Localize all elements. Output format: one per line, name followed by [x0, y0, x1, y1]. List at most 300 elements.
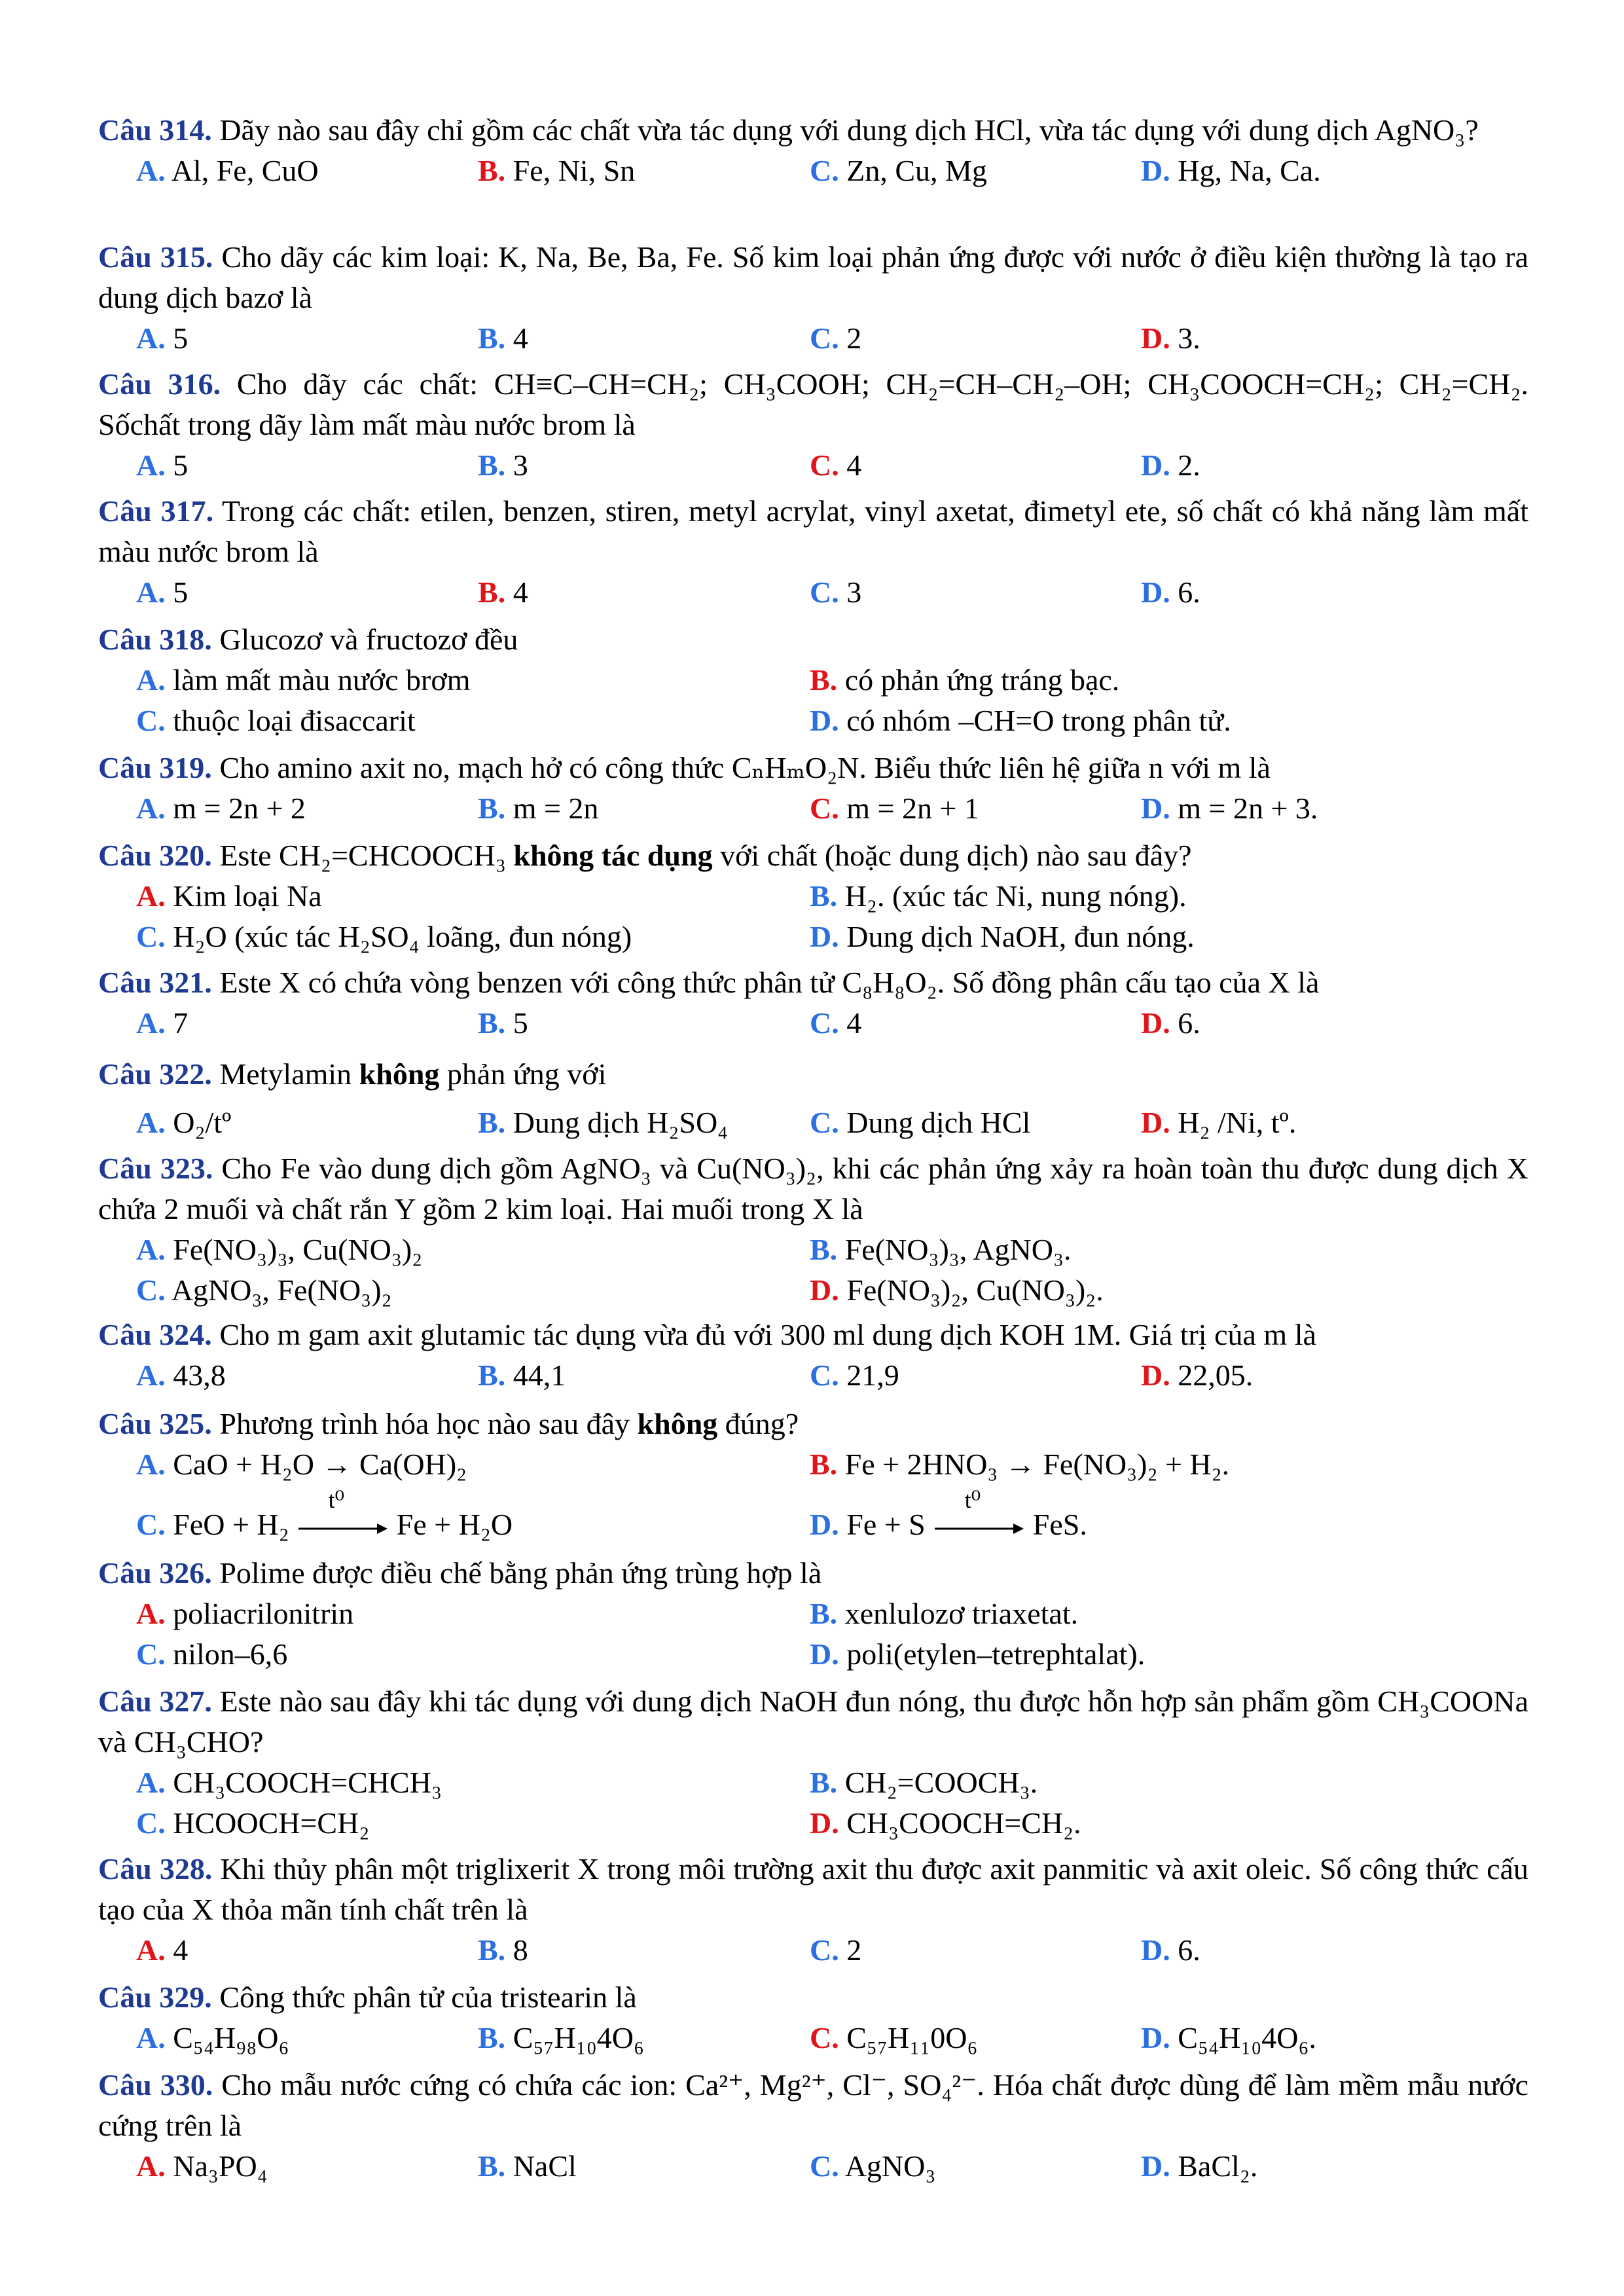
option-text: m = 2n + 3.	[1178, 792, 1318, 825]
option-letter: D.	[1141, 2149, 1170, 2183]
option-letter: C.	[136, 1508, 166, 1541]
option-text: 2	[846, 1933, 862, 1967]
option-text: Fe(NO₃)₂, Cu(NO₃)₂.	[846, 1273, 1104, 1307]
question-315	[98, 237, 1528, 359]
options-row	[98, 1270, 1528, 1311]
question-number: Câu 326.	[98, 1556, 212, 1590]
option-c	[136, 1270, 392, 1311]
options-row	[98, 572, 1528, 613]
option-text: m = 2n	[513, 792, 599, 825]
question-number: Câu 323.	[98, 1152, 213, 1185]
option-text: Fe + 2HNO₃ → Fe(NO₃)₂ + H₂.	[844, 1448, 1230, 1481]
option-text: Fe(NO₃)₃, AgNO₃.	[844, 1233, 1072, 1266]
question-number: Câu 325.	[98, 1407, 212, 1440]
option-a	[136, 660, 470, 701]
question-326	[98, 1553, 1528, 1675]
option-letter: C.	[810, 1106, 839, 1139]
option-text: C₅₇H₁₁0O₆	[846, 2021, 978, 2054]
right-arrow-icon	[297, 1514, 389, 1540]
option-text: 43,8	[173, 1358, 226, 1392]
option-d	[810, 1634, 1145, 1675]
option-letter: B.	[478, 792, 506, 825]
options-row	[98, 701, 1528, 741]
options-row	[98, 1230, 1528, 1270]
options-row	[98, 1444, 1528, 1485]
option-text: C₅₇H₁₀4O₆	[513, 2021, 644, 2054]
option-a	[136, 1230, 422, 1270]
option-c	[136, 701, 416, 741]
options-row	[98, 1803, 1528, 1844]
option-letter: A.	[136, 1358, 166, 1392]
question-text: đúng?	[717, 1407, 799, 1440]
option-text: C₅₄H₁₀4O₆.	[1178, 2021, 1317, 2054]
option-c	[136, 1487, 513, 1545]
option-text: Al, Fe, CuO	[171, 154, 319, 187]
options-row	[98, 1762, 1528, 1803]
option-text: m = 2n + 1	[846, 792, 979, 825]
equation-products: Fe + H₂O	[396, 1508, 513, 1541]
option-text: 5	[513, 1006, 528, 1040]
option-letter: C.	[810, 154, 839, 187]
question-stem	[98, 1553, 1528, 1594]
question-320	[98, 835, 1528, 957]
question-text: Polime được điều chế bằng phản ứng trùng hợp là	[219, 1556, 822, 1590]
option-text: 2	[846, 321, 862, 355]
option-b	[478, 788, 598, 829]
options-row	[98, 660, 1528, 701]
question-text: Glucozơ và fructozơ đều	[219, 623, 518, 656]
option-d	[1141, 572, 1200, 613]
option-letter: C.	[136, 1637, 166, 1671]
option-b	[478, 2018, 644, 2058]
option-text: 7	[173, 1006, 189, 1040]
question-number: Câu 315.	[98, 240, 213, 274]
option-b	[478, 1003, 528, 1044]
question-number: Câu 318.	[98, 623, 212, 656]
option-text: 5	[173, 448, 189, 482]
option-text: poli(etylen–tetrephtalat).	[846, 1637, 1146, 1671]
option-a	[136, 445, 188, 486]
option-a	[136, 1355, 226, 1396]
option-d	[1141, 788, 1318, 829]
option-c	[810, 572, 861, 613]
question-321	[98, 962, 1528, 1044]
option-letter: D.	[1141, 1358, 1170, 1392]
question-text: Cho dãy các chất: CH≡C–CH=CH₂; CH₃COOH; CH₂=CH–CH₂–OH; CH₃COOCH=CH₂; CH₂=CH₂. Sốchất trong dãy làm mất màu nước brom là	[98, 367, 1528, 441]
equation-reactants: Fe + S	[846, 1508, 926, 1541]
option-letter: C.	[810, 2021, 839, 2054]
option-text: 4	[846, 1006, 862, 1040]
options-row	[98, 1102, 1528, 1143]
question-stem	[98, 110, 1528, 151]
option-a	[136, 572, 188, 613]
option-b	[478, 1102, 728, 1143]
option-letter: B.	[810, 1233, 838, 1266]
option-a	[136, 876, 322, 917]
option-c	[810, 1003, 861, 1044]
option-letter: D.	[810, 1637, 839, 1671]
option-text: CH₃COOCH=CH₂.	[846, 1806, 1081, 1840]
option-letter: A.	[136, 1006, 166, 1040]
option-text: 8	[513, 1933, 528, 1967]
option-letter: A.	[136, 1106, 166, 1139]
option-a	[136, 2018, 289, 2058]
option-text: H₂ /Ni, tº.	[1178, 1106, 1297, 1139]
options-row	[98, 2146, 1528, 2187]
option-text: 3	[846, 575, 862, 609]
option-text: BaCl₂.	[1178, 2149, 1258, 2183]
option-text: 3.	[1178, 321, 1200, 355]
option-text: HCOOCH=CH₂	[173, 1806, 370, 1840]
question-stem	[98, 619, 1528, 660]
option-letter: D.	[810, 1273, 839, 1307]
option-text: Zn, Cu, Mg	[846, 154, 987, 187]
options-row	[98, 151, 1528, 191]
option-text: 21,9	[846, 1358, 899, 1392]
option-letter: A.	[136, 448, 166, 482]
option-text: thuộc loại đisaccarit	[173, 704, 416, 737]
option-text: 4	[846, 448, 862, 482]
option-text: 5	[173, 321, 189, 355]
question-number: Câu 317.	[98, 494, 214, 528]
equation-reactants: FeO + H₂	[173, 1508, 289, 1541]
option-text: 6.	[1178, 1933, 1200, 1967]
option-text: AgNO₃, Fe(NO₃)₂	[171, 1273, 392, 1307]
reaction-arrow	[297, 1487, 389, 1540]
option-d	[1141, 1355, 1253, 1396]
option-b	[478, 1930, 528, 1971]
option-text: O₂/tº	[173, 1106, 232, 1139]
question-emphasis: không tác dụng	[513, 839, 713, 872]
option-letter: A.	[136, 879, 166, 913]
option-text: 6.	[1178, 575, 1200, 609]
question-stem	[98, 1054, 1528, 1095]
options-row	[98, 1003, 1528, 1044]
option-letter: A.	[136, 575, 166, 609]
option-text: Dung dịch NaOH, đun nóng.	[846, 920, 1195, 953]
option-c	[136, 1634, 287, 1675]
question-314	[98, 110, 1528, 191]
option-b	[810, 1230, 1072, 1270]
option-text: Hg, Na, Ca.	[1178, 154, 1321, 187]
option-text: 4	[173, 1933, 189, 1967]
option-text: có phản ứng tráng bạc.	[844, 663, 1120, 697]
option-text: nilon–6,6	[173, 1637, 288, 1671]
option-letter: D.	[810, 1508, 839, 1541]
option-letter: B.	[478, 2149, 506, 2183]
option-text: Fe, Ni, Sn	[513, 154, 636, 187]
option-text: xenlulozơ triaxetat.	[844, 1597, 1079, 1630]
option-letter: B.	[478, 2021, 506, 2054]
question-327	[98, 1681, 1528, 1844]
option-letter: D.	[1141, 1106, 1170, 1139]
option-c	[810, 445, 861, 486]
option-letter: D.	[810, 920, 839, 953]
option-text: làm mất màu nước brơm	[173, 663, 471, 697]
option-text: Fe(NO₃)₃, Cu(NO₃)₂	[173, 1233, 423, 1266]
option-a	[136, 318, 188, 359]
question-322	[98, 1054, 1528, 1143]
option-letter: B.	[810, 1597, 838, 1630]
option-letter: B.	[810, 1448, 838, 1481]
option-letter: D.	[1141, 1006, 1170, 1040]
option-letter: C.	[136, 704, 166, 737]
question-stem	[98, 748, 1528, 788]
option-letter: C.	[810, 448, 839, 482]
option-letter: B.	[478, 321, 506, 355]
question-stem	[98, 1681, 1528, 1762]
option-letter: C.	[136, 920, 166, 953]
question-318	[98, 619, 1528, 741]
option-letter: D.	[1141, 792, 1170, 825]
option-letter: B.	[810, 879, 838, 913]
option-d	[1141, 445, 1200, 486]
question-number: Câu 321.	[98, 966, 212, 999]
option-text: 3	[513, 448, 528, 482]
option-a	[136, 2146, 268, 2187]
option-text: CH₃COOCH=CHCH₃	[173, 1766, 442, 1799]
option-c	[810, 2146, 935, 2187]
question-316	[98, 364, 1528, 486]
option-b	[810, 1762, 1038, 1803]
option-letter: D.	[1141, 2021, 1170, 2054]
option-a	[136, 1003, 188, 1044]
question-stem	[98, 1849, 1528, 1930]
option-text: m = 2n + 2	[173, 792, 306, 825]
option-letter: C.	[810, 1358, 839, 1392]
question-stem	[98, 491, 1528, 572]
option-letter: A.	[136, 1766, 166, 1799]
option-letter: B.	[810, 1766, 838, 1799]
option-letter: A.	[136, 1597, 166, 1630]
option-c	[136, 917, 632, 957]
question-number: Câu 324.	[98, 1318, 212, 1351]
option-d	[1141, 2018, 1316, 2058]
option-d	[1141, 1930, 1200, 1971]
option-text: Na₃PO₄	[173, 2149, 268, 2183]
option-text: CH₂=COOCH₃.	[844, 1766, 1038, 1799]
option-c	[136, 1803, 369, 1844]
option-text: poliacrilonitrin	[173, 1597, 354, 1630]
option-letter: C.	[810, 1933, 839, 1967]
option-d	[810, 1487, 1087, 1545]
option-letter: C.	[810, 321, 839, 355]
question-text: Metylamin	[219, 1057, 359, 1091]
question-number: Câu 327.	[98, 1685, 212, 1718]
option-d	[1141, 318, 1200, 359]
option-letter: A.	[136, 154, 166, 187]
option-c	[810, 1355, 899, 1396]
option-d	[1141, 1102, 1296, 1143]
option-letter: A.	[136, 792, 166, 825]
option-text: AgNO₃	[844, 2149, 936, 2183]
question-text: Phương trình hóa học nào sau đây	[219, 1407, 638, 1440]
options-row	[98, 2018, 1528, 2058]
question-stem	[98, 1315, 1528, 1355]
option-letter: C.	[810, 575, 839, 609]
question-329	[98, 1977, 1528, 2058]
option-b	[478, 1355, 566, 1396]
question-text: với chất (hoặc dung dịch) nào sau đây?	[712, 839, 1192, 872]
option-d	[1141, 2146, 1257, 2187]
options-row	[98, 1930, 1528, 1971]
reaction-condition: t⁰	[328, 1487, 345, 1514]
question-text: Công thức phân tử của tristearin là	[219, 1980, 637, 2014]
option-d	[810, 917, 1195, 957]
question-number: Câu 330.	[98, 2068, 213, 2102]
option-text: Kim loại Na	[173, 879, 322, 913]
option-letter: B.	[478, 575, 506, 609]
option-letter: A.	[136, 2149, 166, 2183]
option-c	[810, 788, 979, 829]
option-letter: A.	[136, 1448, 166, 1481]
equation-products: FeS.	[1032, 1508, 1087, 1541]
option-a	[136, 788, 306, 829]
option-text: H₂O (xúc tác H₂SO₄ loãng, đun nóng)	[173, 920, 632, 953]
option-d	[810, 1270, 1104, 1311]
question-text: Cho mẫu nước cứng có chứa các ion: Ca²⁺, Mg²⁺, Cl⁻, SO₄²⁻. Hóa chất được dùng để làm mềm mẫu nước cứng trên là	[98, 2068, 1528, 2142]
question-text: Trong các chất: etilen, benzen, stiren, metyl acrylat, vinyl axetat, đimetyl ete, số chất có khả năng làm mất màu nước brom là	[98, 494, 1528, 568]
option-b	[478, 445, 528, 486]
question-number: Câu 316.	[98, 367, 221, 401]
question-text: Cho m gam axit glutamic tác dụng vừa đủ với 300 ml dung dịch KOH 1M. Giá trị của m là	[219, 1318, 1316, 1351]
question-text: Khi thủy phân một triglixerit X trong môi trường axit thu được axit panmitic và axit oleic. Số công thức cấu tạo của X thỏa mãn tính chất trên là	[98, 1852, 1529, 1926]
option-letter: D.	[1141, 1933, 1170, 1967]
question-text: Cho amino axit no, mạch hở có công thức CₙHₘO₂N. Biểu thức liên hệ giữa n với m là	[219, 751, 1271, 784]
question-number: Câu 319.	[98, 751, 212, 784]
option-letter: B.	[478, 1106, 506, 1139]
question-stem	[98, 364, 1528, 445]
options-row	[98, 1355, 1528, 1396]
question-emphasis: không	[637, 1407, 718, 1440]
option-text: 22,05.	[1178, 1358, 1254, 1392]
option-b	[810, 660, 1119, 701]
question-stem	[98, 962, 1528, 1003]
option-letter: A.	[136, 1933, 166, 1967]
question-328	[98, 1849, 1528, 1971]
option-letter: D.	[810, 704, 839, 737]
option-letter: D.	[1141, 321, 1170, 355]
option-b	[810, 876, 1187, 917]
option-letter: C.	[136, 1806, 166, 1840]
option-b	[478, 151, 635, 191]
options-row	[98, 1594, 1528, 1634]
question-number: Câu 328.	[98, 1852, 213, 1886]
option-c	[810, 1930, 861, 1971]
option-d	[810, 1803, 1081, 1844]
option-letter: D.	[1141, 448, 1170, 482]
question-text: Este CH₂=CHCOOCH₃	[219, 839, 514, 872]
option-letter: B.	[478, 1933, 506, 1967]
question-number: Câu 329.	[98, 1980, 212, 2014]
question-stem	[98, 1404, 1528, 1444]
option-letter: C.	[810, 2149, 839, 2183]
question-stem	[98, 237, 1528, 318]
options-row	[98, 1634, 1528, 1675]
question-stem	[98, 835, 1528, 876]
option-a	[136, 1930, 188, 1971]
question-number: Câu 314.	[98, 113, 212, 147]
option-letter: A.	[136, 1233, 166, 1266]
option-d	[1141, 1003, 1200, 1044]
option-text: 4	[513, 321, 528, 355]
question-text: Cho Fe vào dung dịch gồm AgNO₃ và Cu(NO₃)₂, khi các phản ứng xảy ra hoàn toàn thu được dung dịch X chứa 2 muối và chất rắn Y gồm 2 kim loại. Hai muối trong X là	[98, 1152, 1528, 1226]
option-letter: B.	[478, 448, 506, 482]
option-letter: D.	[810, 1806, 839, 1840]
option-c	[810, 2018, 978, 2058]
question-number: Câu 322.	[98, 1057, 212, 1091]
option-letter: B.	[478, 154, 506, 187]
option-b	[810, 1444, 1229, 1485]
reaction-condition: t⁰	[964, 1487, 981, 1514]
option-text: 44,1	[513, 1358, 566, 1392]
option-letter: A.	[136, 321, 166, 355]
option-letter: C.	[810, 792, 839, 825]
option-text: có nhóm –CH=O trong phân tử.	[846, 704, 1231, 737]
option-text: 6.	[1178, 1006, 1200, 1040]
option-d	[810, 701, 1231, 741]
option-text: CaO + H₂O → Ca(OH)₂	[173, 1448, 467, 1481]
option-c	[810, 1102, 1030, 1143]
option-b	[478, 572, 528, 613]
question-number: Câu 320.	[98, 839, 212, 872]
question-323	[98, 1148, 1528, 1311]
option-a	[136, 1594, 353, 1634]
option-a	[136, 1762, 442, 1803]
option-c	[810, 318, 861, 359]
option-text: 5	[173, 575, 189, 609]
question-324	[98, 1315, 1528, 1396]
option-letter: D.	[1141, 575, 1170, 609]
option-letter: A.	[136, 663, 166, 697]
question-text: Este nào sau đây khi tác dụng với dung dịch NaOH đun nóng, thu được hỗn hợp sản phẩm gồm CH₃COONa và CH₃CHO?	[98, 1685, 1528, 1758]
option-text: 4	[513, 575, 528, 609]
option-letter: A.	[136, 2021, 166, 2054]
option-letter: B.	[478, 1358, 506, 1392]
question-330	[98, 2065, 1528, 2187]
right-arrow-icon	[933, 1514, 1025, 1540]
option-text: Dung dịch HCl	[846, 1106, 1031, 1139]
option-c	[810, 151, 987, 191]
option-a	[136, 1444, 467, 1485]
question-325	[98, 1404, 1528, 1545]
option-a	[136, 1102, 231, 1143]
question-stem	[98, 2065, 1528, 2146]
options-row	[98, 788, 1528, 829]
options-row	[98, 445, 1528, 486]
question-stem	[98, 1148, 1528, 1230]
option-letter: C.	[136, 1273, 166, 1307]
option-text: C₅₄H₉₈O₆	[173, 2021, 289, 2054]
options-row	[98, 876, 1528, 917]
reaction-arrow	[933, 1487, 1025, 1540]
option-d	[1141, 151, 1321, 191]
option-b	[810, 1594, 1078, 1634]
option-letter: B.	[478, 1006, 506, 1040]
option-a	[136, 151, 319, 191]
question-stem	[98, 1977, 1528, 2018]
question-text: Dãy nào sau đây chỉ gồm các chất vừa tác dụng với dung dịch HCl, vừa tác dụng với dung dịch AgNO₃?	[219, 113, 1479, 147]
option-text: H₂. (xúc tác Ni, nung nóng).	[844, 879, 1187, 913]
option-text: Dung dịch H₂SO₄	[513, 1106, 729, 1139]
question-text: Cho dãy các kim loại: K, Na, Be, Ba, Fe. Số kim loại phản ứng được với nước ở điều kiện thường là tạo ra dung dịch bazơ là	[98, 240, 1528, 314]
option-letter: B.	[810, 663, 838, 697]
option-text: NaCl	[513, 2149, 577, 2183]
option-letter: D.	[1141, 154, 1170, 187]
question-text: Este X có chứa vòng benzen với công thức phân tử C₈H₈O₂. Số đồng phân cấu tạo của X là	[219, 966, 1320, 999]
question-text: phản ứng với	[439, 1057, 607, 1091]
option-b	[478, 318, 528, 359]
